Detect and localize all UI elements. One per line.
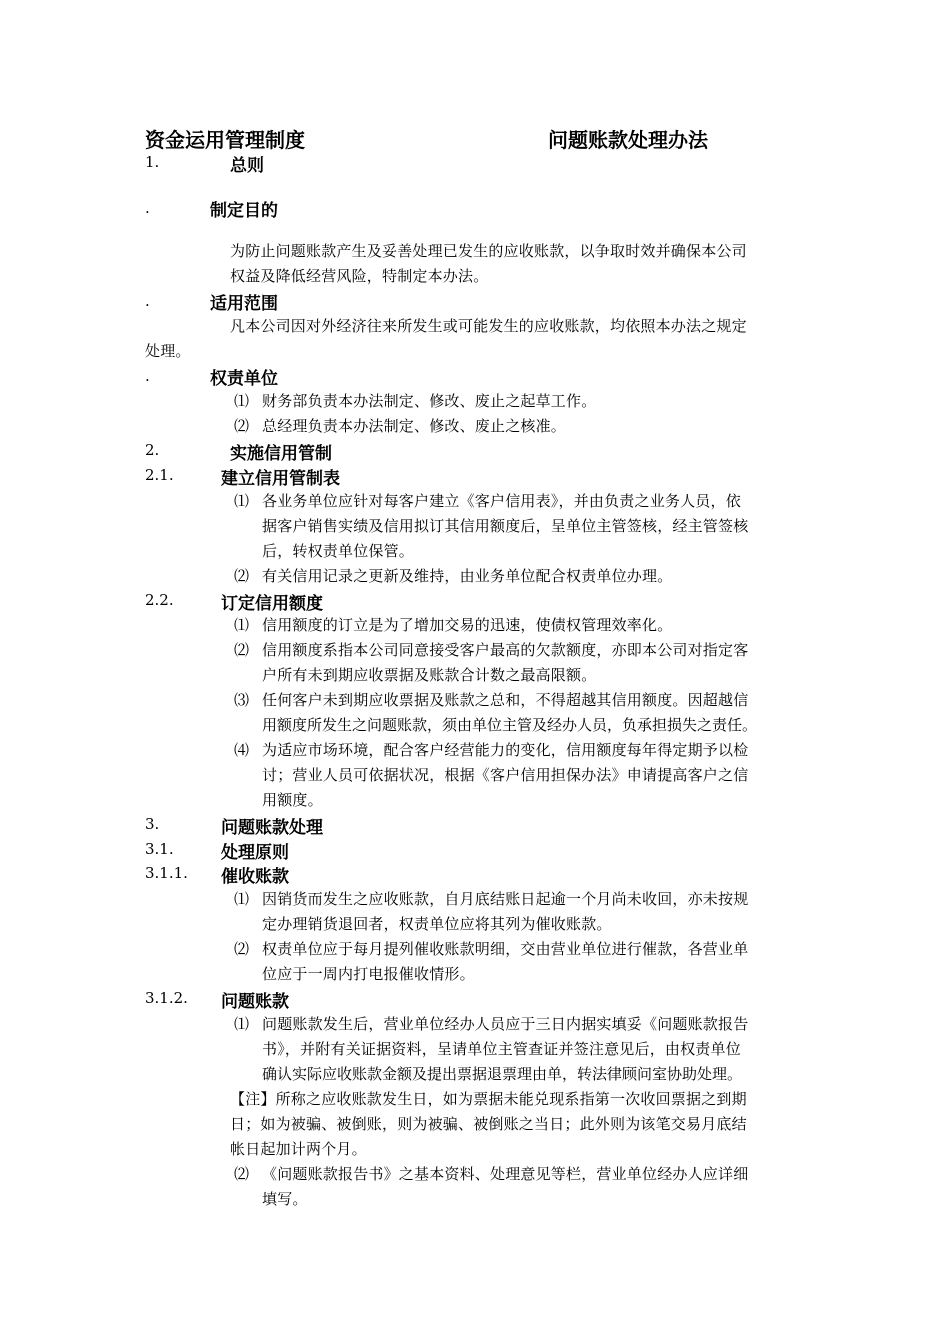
note-line-3: 帐日起加计两个月。	[230, 1140, 367, 1158]
s22-item-3-marker: ⑶	[234, 691, 250, 709]
section-3-1-1-title: 催收账款	[221, 867, 289, 887]
s312-item-2-line-2: 填写。	[262, 1190, 308, 1208]
unit-bullet: .	[145, 367, 150, 385]
scope-heading: 适用范围	[210, 294, 278, 314]
section-3-1-2-number: 3.1.2.	[145, 989, 188, 1007]
s312-item-2-line-1: 《问题账款报告书》之基本资料、处理意见等栏，营业单位经办人应详细	[262, 1165, 749, 1183]
s22-item-3-line-1: 任何客户未到期应收票据及账款之总和，不得超越其信用额度。因超越信	[262, 691, 749, 709]
s312-item-2-marker: ⑵	[234, 1165, 250, 1183]
s21-item-1-marker: ⑴	[234, 492, 250, 510]
unit-item-2-marker: ⑵	[234, 417, 250, 435]
unit-item-1-marker: ⑴	[234, 392, 250, 410]
header-left-title: 资金运用管理制度	[145, 128, 305, 152]
section-3-1-1-number: 3.1.1.	[145, 864, 188, 882]
s21-item-1-line-2: 据客户销售实绩及信用拟订其信用额度后，呈单位主管签核，经主管签核	[262, 517, 749, 535]
section-2-2-title: 订定信用额度	[221, 594, 323, 614]
section-3-title: 问题账款处理	[221, 818, 323, 838]
unit-heading: 权责单位	[210, 369, 278, 389]
section-1-number: 1.	[145, 153, 160, 171]
header-right-title: 问题账款处理办法	[548, 128, 708, 152]
s22-item-1-line-1: 信用额度的订立是为了增加交易的迅速，使债权管理效率化。	[262, 616, 673, 634]
section-2-2-number: 2.2.	[145, 591, 174, 609]
s21-item-1-line-3: 后，转权责单位保管。	[262, 542, 415, 560]
s311-item-1-marker: ⑴	[234, 890, 250, 908]
s22-item-4-line-1: 为适应市场环境，配合客户经营能力的变化，信用额度每年得定期予以检	[262, 741, 749, 759]
s22-item-2-line-2: 户所有未到期应收票据及账款合计数之最高限额。	[262, 666, 597, 684]
section-2-title: 实施信用管制	[230, 444, 332, 464]
s312-item-1-line-2: 书》，并附有关证据资料，呈请单位主管查证并签注意见后，由权责单位	[262, 1040, 741, 1058]
s21-item-2-line-1: 有关信用记录之更新及维持，由业务单位配合权责单位办理。	[262, 567, 673, 585]
scope-bullet: .	[145, 292, 150, 310]
note-line-1: 【注】所称之应收账款发生日，如为票据未能兑现系指第一次收回票据之到期	[230, 1090, 747, 1108]
s22-item-4-marker: ⑷	[234, 741, 250, 759]
scope-text-line-1: 凡本公司因对外经济往来所发生或可能发生的应收账款，均依照本办法之规定	[230, 317, 747, 335]
purpose-text-line-1: 为防止问题账款产生及妥善处理已发生的应收账款，以争取时效并确保本公司	[230, 242, 747, 260]
section-2-number: 2.	[145, 441, 160, 459]
purpose-heading: 制定目的	[210, 201, 278, 221]
section-2-1-number: 2.1.	[145, 466, 174, 484]
section-3-1-number: 3.1.	[145, 840, 174, 858]
s311-item-1-line-1: 因销货而发生之应收账款，自月底结账日起逾一个月尚未收回，亦未按规	[262, 890, 749, 908]
section-3-1-title: 处理原则	[221, 843, 289, 863]
s21-item-2-marker: ⑵	[234, 567, 250, 585]
s22-item-1-marker: ⑴	[234, 616, 250, 634]
s22-item-2-marker: ⑵	[234, 641, 250, 659]
s311-item-2-marker: ⑵	[234, 940, 250, 958]
section-3-1-2-title: 问题账款	[221, 992, 289, 1012]
s312-item-1-line-1: 问题账款发生后，营业单位经办人员应于三日内据实填妥《问题账款报告	[262, 1015, 749, 1033]
s311-item-2-line-2: 位应于一周内打电报催收情形。	[262, 965, 475, 983]
s21-item-1-line-1: 各业务单位应针对每客户建立《客户信用表》，并由负责之业务人员，依	[262, 492, 741, 510]
section-3-number: 3.	[145, 815, 160, 833]
section-2-1-title: 建立信用管制表	[221, 469, 340, 489]
s22-item-4-line-2: 讨；营业人员可依据状况，根据《客户信用担保办法》申请提高客户之信	[262, 766, 749, 784]
section-1-title: 总则	[230, 156, 264, 176]
s312-item-1-marker: ⑴	[234, 1015, 250, 1033]
scope-text-line-2: 处理。	[145, 342, 191, 360]
s311-item-2-line-1: 权责单位应于每月提列催收账款明细，交由营业单位进行催款，各营业单	[262, 940, 749, 958]
purpose-text-line-2: 权益及降低经营风险，特制定本办法。	[230, 267, 489, 285]
s22-item-4-line-3: 用额度。	[262, 791, 323, 809]
note-line-2: 日；如为被骗、被倒账，则为被骗、被倒账之当日；此外则为该笔交易月底结	[230, 1115, 747, 1133]
s22-item-2-line-1: 信用额度系指本公司同意接受客户最高的欠款额度，亦即本公司对指定客	[262, 641, 749, 659]
s312-item-1-line-3: 确认实际应收账款金额及提出票据退票理由单，转法律顾问室协助处理。	[262, 1065, 743, 1083]
unit-item-1-text: 财务部负责本办法制定、修改、废止之起草工作。	[262, 392, 597, 410]
s311-item-1-line-2: 定办理销货退回者，权责单位应将其列为催收账款。	[262, 915, 612, 933]
unit-item-2-text: 总经理负责本办法制定、修改、废止之核准。	[262, 417, 567, 435]
s22-item-3-line-2: 用额度所发生之问题账款，须由单位主管及经办人员，负承担损失之责任。	[262, 716, 758, 734]
purpose-bullet: .	[145, 199, 150, 217]
